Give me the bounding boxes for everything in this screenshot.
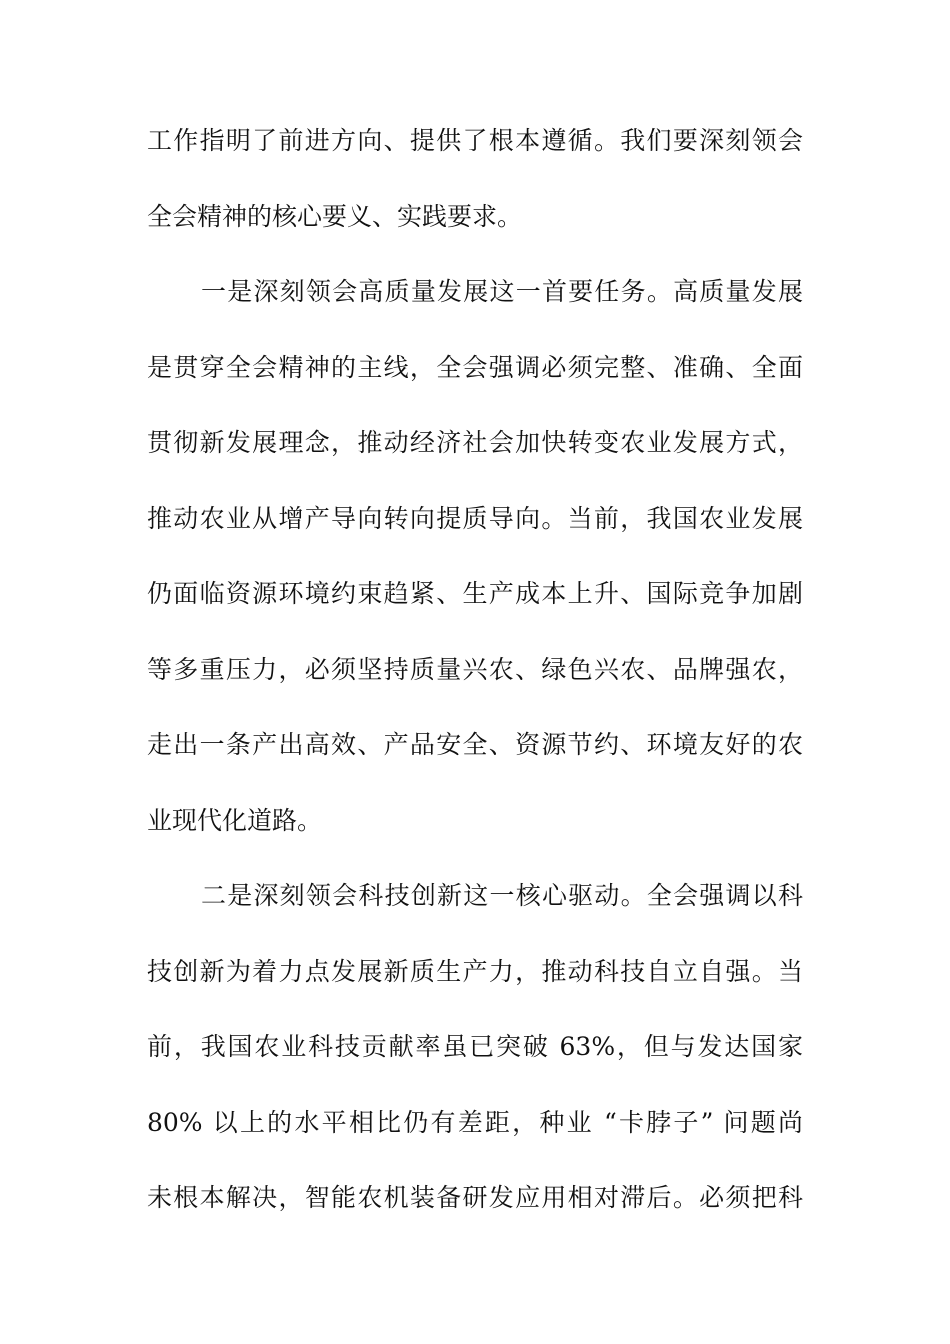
text-line: 业现代化道路。 [147,805,323,835]
text-line: 全会精神的核心要义、实践要求。 [147,201,523,231]
paragraph-technology-innovation [147,873,807,1251]
text-line: 工作指明了前进方向、提供了根本遵循。我们要深刻领会 [147,126,803,155]
text-line: 仍面临资源环境约束趋紧、生产成本上升、国际竞争加剧 [147,579,803,608]
text-line: 推动农业从增产导向转向提质导向。当前，我国农业发展 [147,503,803,533]
text-line: 未根本解决，智能农机装备研发应用相对滞后。必须把科 [147,1183,803,1212]
text-line: 技创新为着力点发展新质生产力，推动科技自立自强。当 [147,956,803,986]
text-line: 等多重压力，必须坚持质量兴农、绿色兴农、品牌强农， [147,654,803,684]
text-line: 80% 以上的水平相比仍有差距，种业 “卡脖子” 问题尚 [147,1107,803,1137]
text-line: 贯彻新发展理念，推动经济社会加快转变农业发展方式， [147,428,803,457]
document-body [147,118,807,1251]
text-line: 是贯穿全会精神的主线，全会强调必须完整、准确、全面 [147,352,803,382]
text-line: 前，我国农业科技贡献率虽已突破 63%，但与发达国家 [147,1032,803,1061]
paragraph-intro-continuation [147,118,807,269]
text-line: 一是深刻领会高质量发展这一首要任务。高质量发展 [201,277,803,306]
text-line: 走出一条产出高效、产品安全、资源节约、环境友好的农 [147,730,803,759]
paragraph-high-quality-development [147,269,807,873]
text-line: 二是深刻领会科技创新这一核心驱动。全会强调以科 [201,881,803,910]
